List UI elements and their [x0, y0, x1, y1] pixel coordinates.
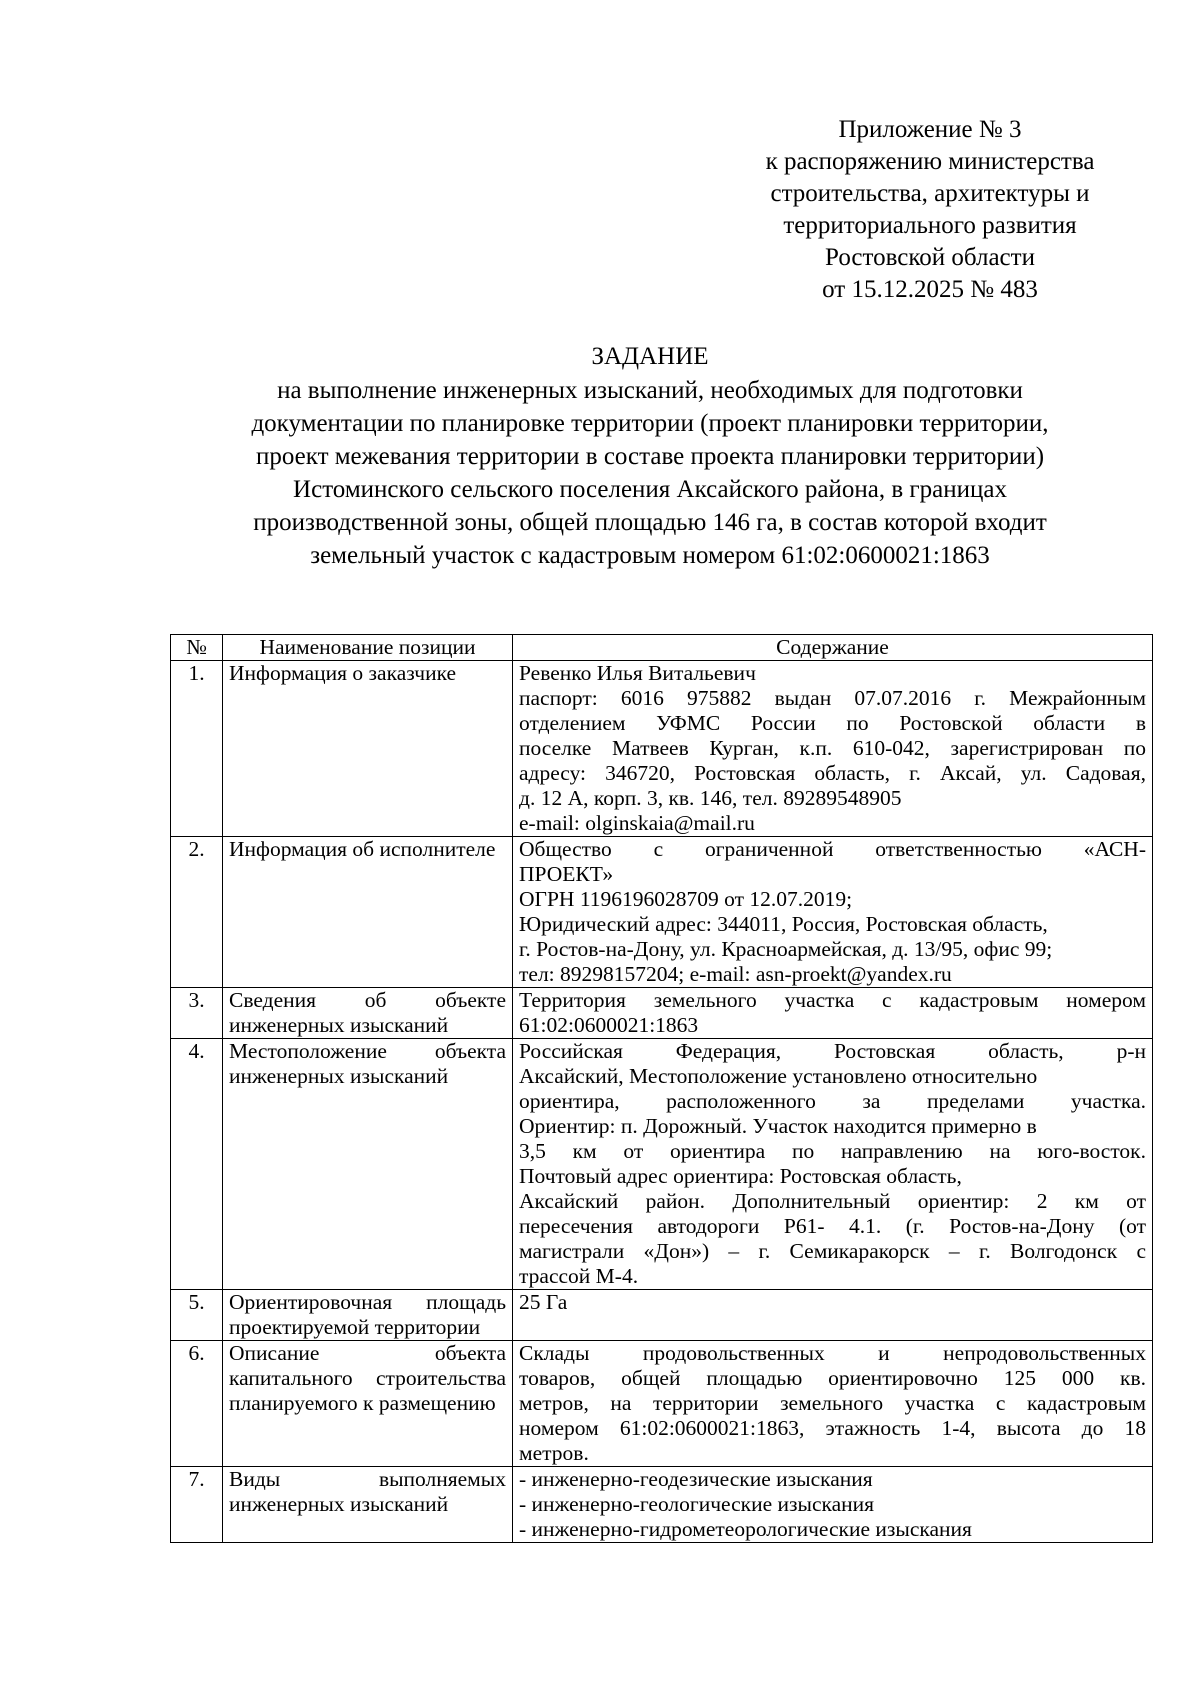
subtitle-line: Истоминского сельского поселения Аксайского района, в границах: [293, 476, 1007, 503]
row-content: [513, 1039, 1153, 1290]
row-name: Местоположение объекта инженерных изысканий: [223, 1039, 513, 1290]
row-content: [513, 1341, 1153, 1467]
row-name: Информация о заказчике: [223, 661, 513, 837]
content-line: - инженерно-геодезические изыскания: [519, 1467, 873, 1491]
subtitle-line: на выполнение инженерных изысканий, необходимых для подготовки: [277, 377, 1023, 404]
content-line: Аксайский район. Дополнительный ориентир: 2 км от: [519, 1189, 1146, 1213]
row-number: 5.: [171, 1290, 223, 1341]
row-content: [513, 988, 1153, 1039]
content-line: метров.: [519, 1441, 589, 1465]
content-line: ОГРН 1196196028709 от 12.07.2019;: [519, 887, 853, 911]
subtitle-line: производственной зоны, общей площадью 146 га, в состав которой входит: [253, 509, 1047, 536]
table-row: [171, 837, 1153, 988]
subtitle-line: проект межевания территории в составе проекта планировки территории): [255, 443, 1045, 470]
row-name: Ориентировочная площадь проектируемой территории: [223, 1290, 513, 1341]
content-line: 61:02:0600021:1863: [519, 1013, 699, 1037]
row-number: 4.: [171, 1039, 223, 1290]
content-line: Российская Федерация, Ростовская область, р-н: [519, 1039, 1146, 1063]
content-line: г. Ростов-на-Дону, ул. Красноармейская, д. 13/95, офис 99;: [519, 937, 1053, 961]
header-content: Содержание: [513, 635, 1153, 661]
content-line: Территория земельного участка с кадастровым номером: [519, 988, 1146, 1012]
content-line: пересечения автодороги Р61- 4.1. (г. Ростов-на-Дону (от: [519, 1214, 1146, 1238]
content-line: товаров, общей площадью ориентировочно 125 000 кв.: [519, 1366, 1146, 1390]
content-line: тел: 89298157204; e-mail: asn-proekt@yandex.ru: [519, 962, 952, 986]
table-row: [171, 1341, 1153, 1467]
content-line: д. 12 А, корп. 3, кв. 146, тел. 89289548905: [519, 786, 902, 810]
content-line: отделением УФМС России по Ростовской области в: [519, 711, 1146, 735]
table-row: [171, 661, 1153, 837]
row-content: [513, 661, 1153, 837]
content-line: Ориентир: п. Дорожный. Участок находится примерно в: [519, 1114, 1037, 1138]
content-line: поселке Матвеев Курган, к.п. 610-042, зарегистрирован по: [519, 736, 1146, 760]
content-line: 3,5 км от ориентира по направлению на юго-восток.: [519, 1139, 1146, 1163]
content-line: e-mail: olginskaia@mail.ru: [519, 811, 755, 835]
row-number: 2.: [171, 837, 223, 988]
content-line: Общество с ограниченной ответственностью «АСН-: [519, 837, 1146, 861]
row-name: Описание объекта капитального строительства планируемого к размещению: [223, 1341, 513, 1467]
row-name: Информация об исполнителе: [223, 837, 513, 988]
content-line: метров, на территории земельного участка с кадастровым: [519, 1391, 1146, 1415]
content-line: ПРОЕКТ»: [519, 862, 614, 886]
header-number: №: [171, 635, 223, 661]
content-line: Почтовый адрес ориентира: Ростовская область,: [519, 1164, 962, 1188]
appendix-line: территориального развития: [783, 212, 1077, 239]
row-number: 3.: [171, 988, 223, 1039]
table-header-row: [171, 635, 1153, 661]
content-line: магистрали «Дон») – г. Семикаракорск – г. Волгодонск с: [519, 1239, 1146, 1263]
content-line: Ревенко Илья Витальевич: [519, 661, 756, 685]
row-number: 6.: [171, 1341, 223, 1467]
table-row: [171, 1467, 1153, 1543]
task-table: [170, 634, 1153, 1543]
content-line: паспорт: 6016 975882 выдан 07.07.2016 г. Межрайонным: [519, 686, 1146, 710]
row-content: [513, 837, 1153, 988]
row-number: 7.: [171, 1467, 223, 1543]
content-line: номером 61:02:0600021:1863, этажность 1-4, высота до 18: [519, 1416, 1146, 1440]
content-line: адресу: 346720, Ростовская область, г. Аксай, ул. Садовая,: [519, 761, 1146, 785]
appendix-line: к распоряжению министерства: [765, 148, 1095, 175]
row-name: Сведения об объекте инженерных изысканий: [223, 988, 513, 1039]
table-row: [171, 988, 1153, 1039]
row-content: [513, 1467, 1153, 1543]
header-position-name: Наименование позиции: [223, 635, 513, 661]
appendix-line: строительства, архитектуры и: [770, 180, 1090, 207]
row-content: [513, 1290, 1153, 1341]
content-line: - инженерно-геологические изыскания: [519, 1492, 875, 1516]
appendix-line: Ростовской области: [825, 244, 1035, 271]
table-row: [171, 1039, 1153, 1290]
content-line: Аксайский, Местоположение установлено относительно: [519, 1064, 1038, 1088]
content-line: Юридический адрес: 344011, Россия, Ростовская область,: [519, 912, 1048, 936]
subtitle-line: земельный участок с кадастровым номером 61:02:0600021:1863: [310, 542, 990, 569]
content-line: Склады продовольственных и непродовольственных: [519, 1341, 1146, 1365]
table-row: [171, 1290, 1153, 1341]
row-name: Виды выполняемых инженерных изысканий: [223, 1467, 513, 1543]
content-line: - инженерно-гидрометеорологические изыскания: [519, 1517, 972, 1541]
appendix-line: Приложение № 3: [838, 116, 1022, 143]
subtitle-line: документации по планировке территории (проект планировки территории,: [251, 410, 1049, 437]
content-line: трассой М-4.: [519, 1264, 639, 1288]
document-subtitle: [150, 374, 1150, 572]
document-title: ЗАДАНИЕ: [591, 343, 709, 370]
appendix-line: от 15.12.2025 № 483: [822, 276, 1038, 303]
row-number: 1.: [171, 661, 223, 837]
document-title-block: [150, 340, 1150, 572]
content-line: ориентира, расположенного за пределами участка.: [519, 1089, 1146, 1113]
appendix-header: [700, 114, 1160, 306]
content-line: 25 Га: [519, 1290, 568, 1314]
